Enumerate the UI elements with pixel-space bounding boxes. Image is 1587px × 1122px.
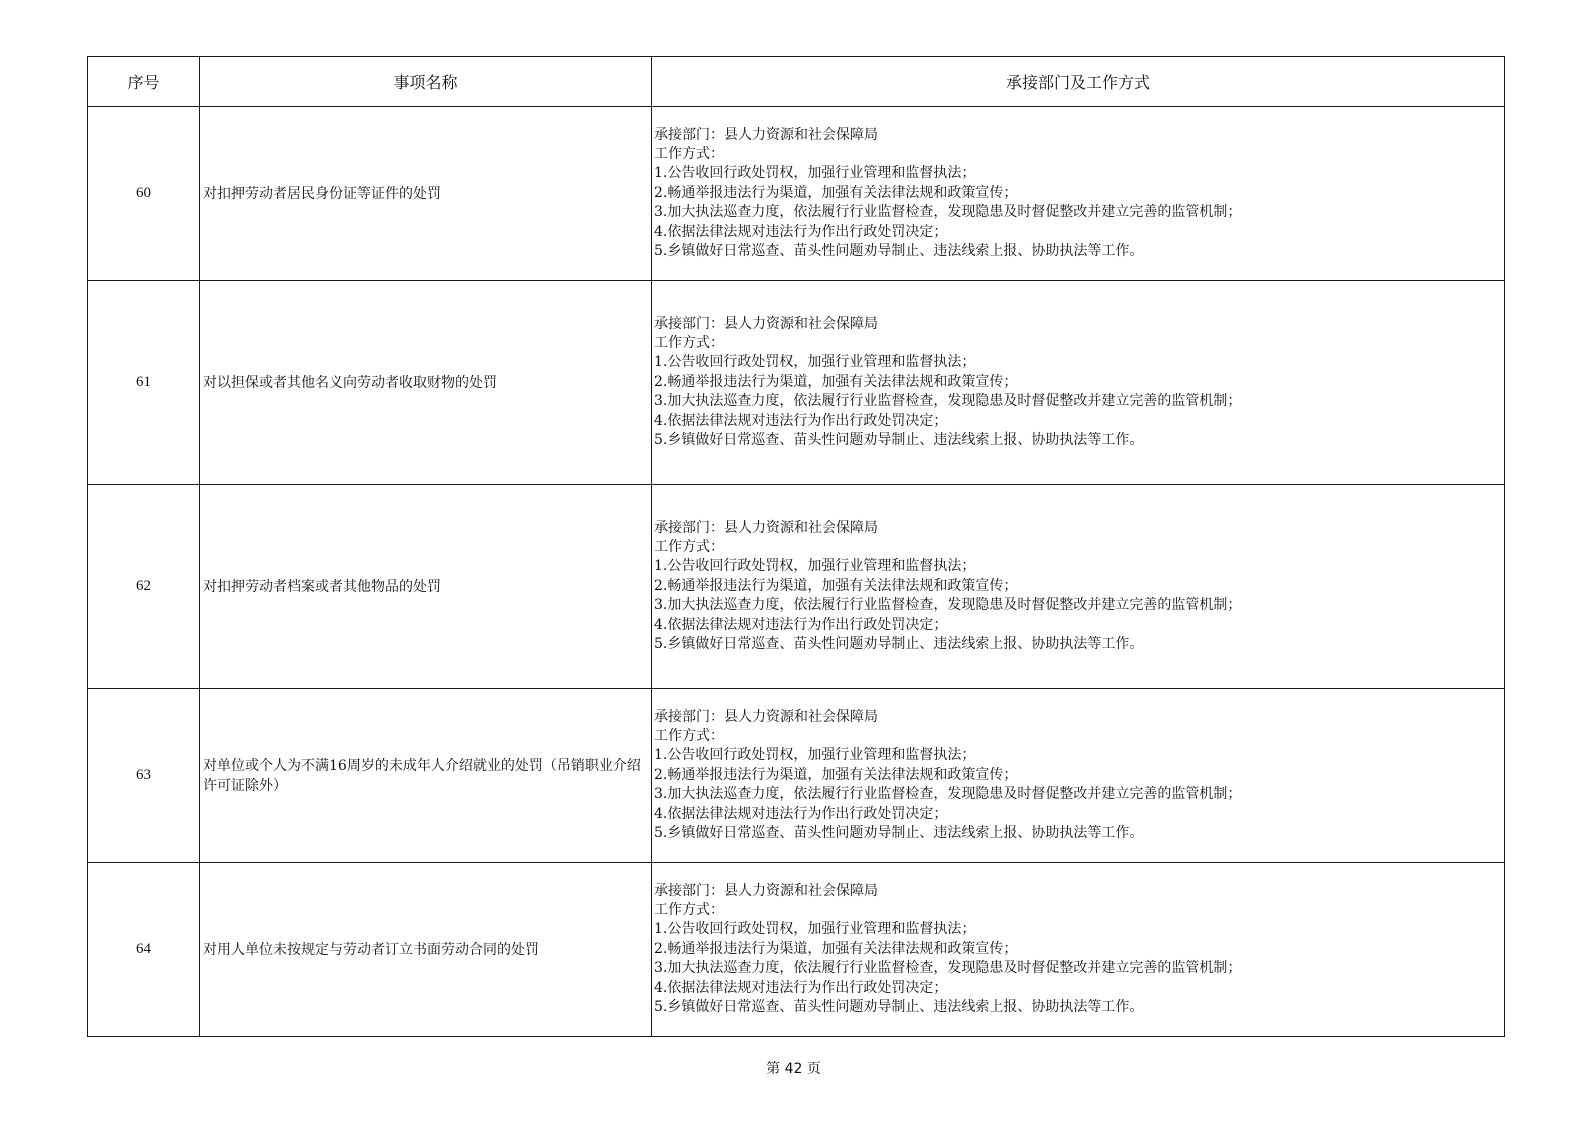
method-step: 2.畅通举报违法行为渠道，加强有关法律法规和政策宣传； — [654, 373, 1018, 390]
header-department-method: 承接部门及工作方式 — [652, 57, 1505, 107]
department-line: 承接部门：县人力资源和社会保障局 — [654, 708, 878, 725]
method-step: 2.畅通举报违法行为渠道，加强有关法律法规和政策宣传； — [654, 577, 1018, 594]
item-name: 对单位或个人为不满16周岁的未成年人介绍就业的处罚（吊销职业介绍许可证除外） — [200, 689, 652, 863]
method-label: 工作方式： — [654, 727, 724, 744]
row-number: 60 — [88, 107, 200, 281]
department-method-cell — [652, 689, 1505, 863]
table-row — [88, 107, 1505, 281]
method-step: 1.公告收回行政处罚权，加强行业管理和监督执法； — [654, 354, 976, 371]
method-label: 工作方式： — [654, 145, 724, 162]
department-method-cell — [652, 863, 1505, 1037]
method-step: 2.畅通举报违法行为渠道，加强有关法律法规和政策宣传； — [654, 940, 1018, 957]
item-name: 对扣押劳动者档案或者其他物品的处罚 — [200, 485, 652, 689]
method-step: 3.加大执法巡查力度，依法履行行业监督检查，发现隐患及时督促整改并建立完善的监管机制； — [654, 204, 1242, 221]
method-step: 4.依据法律法规对违法行为作出行政处罚决定； — [654, 223, 948, 240]
method-step: 5.乡镇做好日常巡查、苗头性问题劝导制止、违法线索上报、协助执法等工作。 — [654, 243, 1144, 260]
method-step: 5.乡镇做好日常巡查、苗头性问题劝导制止、违法线索上报、协助执法等工作。 — [654, 999, 1144, 1016]
method-step: 3.加大执法巡查力度，依法履行行业监督检查，发现隐患及时督促整改并建立完善的监管机制； — [654, 786, 1242, 803]
department-line: 承接部门：县人力资源和社会保障局 — [654, 882, 878, 899]
row-number: 61 — [88, 281, 200, 485]
table-row — [88, 689, 1505, 863]
header-item-name: 事项名称 — [200, 57, 652, 107]
method-step: 1.公告收回行政处罚权，加强行业管理和监督执法； — [654, 747, 976, 764]
table-row — [88, 281, 1505, 485]
method-label: 工作方式： — [654, 538, 724, 555]
department-line: 承接部门：县人力资源和社会保障局 — [654, 519, 878, 536]
table-header-row — [88, 57, 1505, 107]
item-name: 对用人单位未按规定与劳动者订立书面劳动合同的处罚 — [200, 863, 652, 1037]
method-step: 1.公告收回行政处罚权，加强行业管理和监督执法； — [654, 165, 976, 182]
document-table-wrapper — [87, 56, 1504, 1037]
method-step: 4.依据法律法规对违法行为作出行政处罚决定； — [654, 616, 948, 633]
page-number: 第 42 页 — [766, 1061, 821, 1077]
method-step: 2.畅通举报违法行为渠道，加强有关法律法规和政策宣传； — [654, 184, 1018, 201]
method-step: 3.加大执法巡查力度，依法履行行业监督检查，发现隐患及时督促整改并建立完善的监管机制； — [654, 960, 1242, 977]
method-step: 1.公告收回行政处罚权，加强行业管理和监督执法； — [654, 558, 976, 575]
method-step: 1.公告收回行政处罚权，加强行业管理和监督执法； — [654, 921, 976, 938]
item-name: 对扣押劳动者居民身份证等证件的处罚 — [200, 107, 652, 281]
method-step: 5.乡镇做好日常巡查、苗头性问题劝导制止、违法线索上报、协助执法等工作。 — [654, 636, 1144, 653]
row-number: 63 — [88, 689, 200, 863]
department-method-cell — [652, 107, 1505, 281]
method-step: 5.乡镇做好日常巡查、苗头性问题劝导制止、违法线索上报、协助执法等工作。 — [654, 432, 1144, 449]
method-label: 工作方式： — [654, 901, 724, 918]
department-line: 承接部门：县人力资源和社会保障局 — [654, 126, 878, 143]
method-step: 4.依据法律法规对违法行为作出行政处罚决定； — [654, 412, 948, 429]
method-step: 5.乡镇做好日常巡查、苗头性问题劝导制止、违法线索上报、协助执法等工作。 — [654, 825, 1144, 842]
header-serial-number: 序号 — [88, 57, 200, 107]
items-table — [87, 56, 1505, 1037]
method-step: 4.依据法律法规对违法行为作出行政处罚决定； — [654, 979, 948, 996]
department-line: 承接部门：县人力资源和社会保障局 — [654, 315, 878, 332]
item-name: 对以担保或者其他名义向劳动者收取财物的处罚 — [200, 281, 652, 485]
table-row — [88, 863, 1505, 1037]
method-step: 3.加大执法巡查力度，依法履行行业监督检查，发现隐患及时督促整改并建立完善的监管机制； — [654, 393, 1242, 410]
row-number: 62 — [88, 485, 200, 689]
table-row — [88, 485, 1505, 689]
row-number: 64 — [88, 863, 200, 1037]
department-method-cell — [652, 281, 1505, 485]
method-label: 工作方式： — [654, 334, 724, 351]
department-method-cell — [652, 485, 1505, 689]
method-step: 3.加大执法巡查力度，依法履行行业监督检查，发现隐患及时督促整改并建立完善的监管机制； — [654, 597, 1242, 614]
method-step: 4.依据法律法规对违法行为作出行政处罚决定； — [654, 805, 948, 822]
method-step: 2.畅通举报违法行为渠道，加强有关法律法规和政策宣传； — [654, 766, 1018, 783]
